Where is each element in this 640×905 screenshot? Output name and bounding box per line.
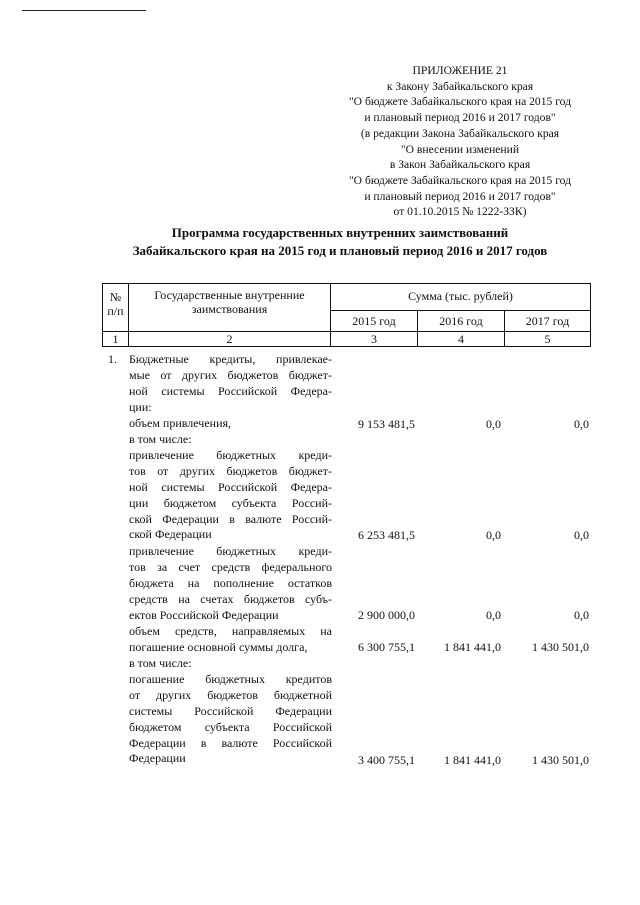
value-2017: 0,0 (574, 608, 589, 622)
value-2015: 3 400 755,1 (358, 753, 415, 767)
col-num-2: 2 (226, 332, 233, 346)
appendix-line: "О бюджете Забайкальского края на 2015 год (348, 173, 572, 187)
top-rule (22, 10, 146, 11)
col-num-3: 3 (371, 332, 377, 346)
header-2016: 2016 год (439, 314, 483, 328)
title-line-2: Забайкальского края на 2015 год и плановый период 2016 и 2017 годов (132, 243, 548, 258)
value-2016: 1 841 441,0 (444, 753, 501, 767)
value-2016: 0,0 (486, 608, 501, 622)
value-2017: 0,0 (574, 417, 589, 431)
value-2016: 0,0 (486, 417, 501, 431)
appendix-line: ПРИЛОЖЕНИЕ 21 (412, 64, 508, 77)
title-line-1: Программа государственных внутренних заимствований (171, 225, 509, 240)
appendix-line: и плановый период 2016 и 2017 годов" (364, 189, 556, 203)
header-sum: Сумма (тыс. рублей) (408, 289, 513, 303)
table-header (102, 283, 591, 348)
table-row: объем средств, направляемых на погашение основной суммы долга, (129, 624, 332, 654)
appendix-line: (в редакции Закона Забайкальского края (360, 126, 560, 140)
col-num-5: 5 (544, 332, 551, 346)
header-num: № п/п (107, 290, 124, 318)
header-2015: 2015 год (352, 314, 396, 328)
value-2017: 1 430 501,0 (532, 753, 589, 767)
value-2015: 9 153 481,5 (358, 417, 415, 431)
table-row: Бюджетные кредиты, привлекае- мые от других бюджетов бюджет- ной системы Российской Федера- ции: (129, 352, 332, 414)
value-2015: 2 900 000,0 (358, 608, 415, 622)
table-row: погашение бюджетных кредитов от других бюджетов бюджетной системы Российской Федерации бюджетом субъекта Российской Федерации в валюте Российской Федерации (129, 672, 332, 766)
appendix-line: "О внесении изменений (400, 142, 520, 156)
appendix-line: к Закону Забайкальского края (386, 79, 534, 93)
appendix-line: "О бюджете Забайкальского края на 2015 год (348, 95, 572, 109)
table-row: объем привлечения, (129, 416, 232, 430)
appendix-line: в Закон Забайкальского края (389, 158, 531, 172)
table-row: в том числе: (129, 656, 192, 670)
appendix-line: и плановый период 2016 и 2017 годов" (364, 111, 556, 125)
appendix-line: от 01.10.2015 № 1222-ЗЗК) (393, 205, 527, 219)
col-num-1: 1 (112, 332, 119, 346)
table-row: в том числе: (129, 432, 192, 446)
document-title (60, 224, 620, 260)
table-row: привлечение бюджетных креди- тов от других бюджетов бюджет- ной системы Российской Федера- ции бюджетом субъекта Россий- ской Федерации в валюте Россий- ской Федерации (129, 448, 332, 542)
value-2015: 6 300 755,1 (358, 640, 415, 654)
header-name: Государственные внутренние заимствования (154, 288, 305, 316)
table-row: привлечение бюджетных креди- тов за счет средств федерального бюджета на пополнение остатков средств на счетах бюджетов субъ- ектов Российской Федерации (129, 544, 332, 622)
value-2016: 0,0 (486, 528, 501, 542)
appendix-header (300, 63, 620, 220)
value-2016: 1 841 441,0 (444, 640, 501, 654)
col-num-4: 4 (458, 332, 464, 346)
value-2017: 0,0 (574, 528, 589, 542)
value-2017: 1 430 501,0 (532, 640, 589, 654)
row-number: 1. (108, 352, 117, 366)
header-2017: 2017 год (525, 314, 570, 328)
value-2015: 6 253 481,5 (358, 528, 415, 542)
